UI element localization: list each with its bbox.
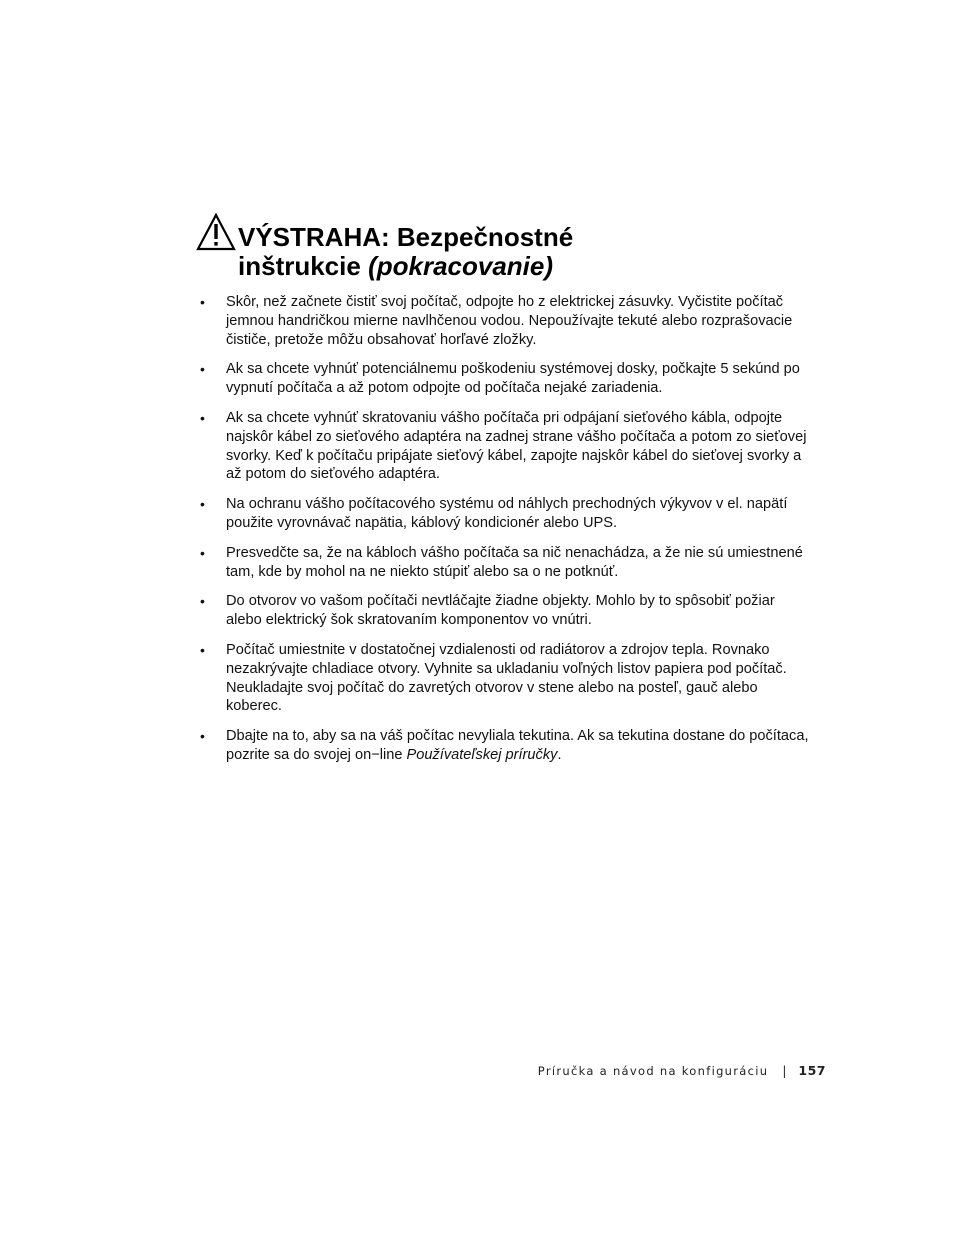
bullet-dot: •: [200, 294, 205, 310]
bullet-dot: •: [200, 728, 205, 745]
page-footer: [538, 1063, 826, 1078]
warning-triangle-icon: [196, 213, 236, 251]
list-item: [200, 544, 810, 582]
bullet-dot: •: [200, 496, 205, 513]
heading-line2-regular: inštrukcie: [238, 251, 369, 281]
list-item-text: Presvedčte sa, že na kábloch vášho počítača sa nič nenachádza, a že nie sú umiestnené tam, kde by mohol na ne niekto stúpiť alebo sa o ne potknúť.: [226, 544, 803, 580]
list-item-text: Ak sa chcete vyhnúť potenciálnemu poškodeniu systémovej dosky, počkajte 5 sekúnd po vypnutí počítača a až potom odpojte od počítača nejaké zariadenia.: [226, 361, 800, 397]
manual-title-italic: Používateľskej príručky: [406, 746, 558, 763]
list-item: [200, 409, 810, 484]
list-item-text: Ak sa chcete vyhnúť skratovaniu vášho počítača pri odpájaní sieťového kábla, odpojte najskôr kábel zo sieťového adaptéra na zadnej strane vášho počítača a potom zo sieťovej svorky. Keď k počítaču pripájate sieťový kábel, zapojte najskôr kábel do sieťovej svorky a až potom do sieťového adaptéra.: [226, 409, 807, 483]
list-item: [200, 495, 810, 533]
list-item: [200, 641, 810, 716]
list-item: [200, 293, 810, 349]
list-item-text-regular: Dbajte na to, aby sa na váš počítac nevyliala tekutina. Ak sa tekutina dostane do počítaca, pozrite sa do svojej on−line: [226, 728, 809, 763]
list-item: [200, 727, 810, 765]
heading-line2: [238, 252, 573, 281]
list-item-text-end: .: [557, 746, 562, 763]
heading-line1: VÝSTRAHA: Bezpečnostné: [238, 222, 574, 252]
list-item-text: Na ochranu vášho počítacového systému od náhlych prechodných výkyvov v el. napätí použite vyrovnávač napätia, káblový kondicionér alebo UPS.: [226, 496, 788, 531]
list-item-text: Skôr, než začnete čistiť svoj počítač, odpojte ho z elektrickej zásuvky. Vyčistite počítač jemnou handričkou mierne navlhčenou vodou. Nepoužívajte tekuté alebo rozprašovacie čističe, pretože môžu obsahovať horľavé zložky.: [226, 294, 793, 348]
bullet-dot: •: [200, 593, 205, 610]
list-item: [200, 592, 810, 630]
section-heading: [238, 223, 573, 281]
footer-separator: |: [782, 1063, 787, 1078]
list-item-text: Počítač umiestnite v dostatočnej vzdialenosti od radiátorov a zdrojov tepla. Rovnako nezakrývajte chladiace otvory. Vyhnite sa ukladaniu voľných listov papiera pod počítač. Neukladajte svoj počítač do zavretých otvorov v stene alebo na posteľ, gauč alebo koberec.: [226, 641, 787, 715]
bullet-dot: •: [200, 361, 205, 378]
bullet-dot: •: [200, 641, 205, 658]
footer-title: Príručka a návod na konfiguráciu: [537, 1063, 769, 1078]
bullet-dot: •: [200, 409, 205, 426]
heading-line2-italic: (pokracovanie): [368, 251, 554, 281]
safety-instructions-list: [200, 293, 810, 776]
bullet-dot: •: [200, 544, 205, 561]
list-item-text: [226, 728, 809, 763]
page-number: 157: [798, 1063, 826, 1078]
list-item: [200, 360, 810, 398]
list-item-text: Do otvorov vo vašom počítači nevtláčajte žiadne objekty. Mohlo by to spôsobiť požiar alebo elektrický šok skratovaním komponentov vo vnútri.: [226, 593, 775, 629]
